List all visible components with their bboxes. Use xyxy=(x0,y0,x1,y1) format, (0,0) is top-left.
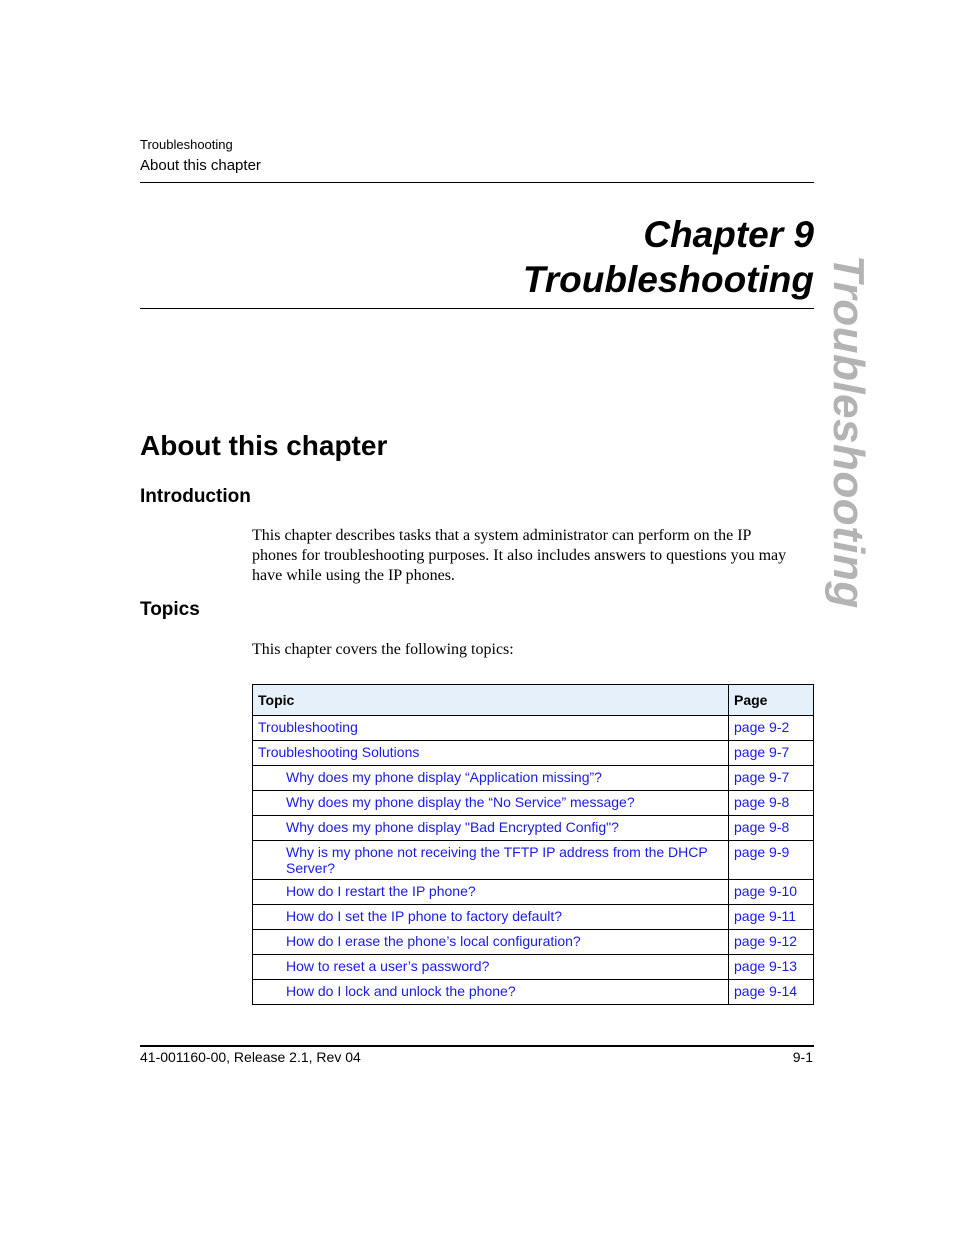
table-row xyxy=(253,905,814,930)
table-row xyxy=(253,841,814,880)
side-tab-label: Troubleshooting xyxy=(824,255,873,609)
running-header-section: Troubleshooting xyxy=(140,137,233,152)
table-row xyxy=(253,955,814,980)
page-link[interactable]: page 9-13 xyxy=(729,955,814,980)
topic-link[interactable]: How to reset a user’s password? xyxy=(253,955,729,980)
topic-link[interactable]: How do I erase the phone’s local configuration? xyxy=(253,930,729,955)
topic-link[interactable]: Why does my phone display "Bad Encrypted Config"? xyxy=(253,816,729,841)
table-row xyxy=(253,980,814,1005)
table-row xyxy=(253,880,814,905)
page-link[interactable]: page 9-9 xyxy=(729,841,814,880)
section-heading: About this chapter xyxy=(140,430,388,461)
table-header-row xyxy=(253,685,814,716)
page-link[interactable]: page 9-14 xyxy=(729,980,814,1005)
title-rule xyxy=(140,308,814,309)
topic-link[interactable]: Why is my phone not receiving the TFTP IP address from the DHCP Server? xyxy=(253,841,729,880)
page-link[interactable]: page 9-8 xyxy=(729,816,814,841)
footer-rule xyxy=(140,1045,814,1047)
header-rule xyxy=(140,182,814,183)
topic-link[interactable]: Why does my phone display “Application missing”? xyxy=(253,766,729,791)
table-row xyxy=(253,791,814,816)
footer-doc-id: 41-001160-00, Release 2.1, Rev 04 xyxy=(140,1049,361,1065)
topic-link[interactable]: Why does my phone display the “No Service” message? xyxy=(253,791,729,816)
topic-link[interactable]: How do I restart the IP phone? xyxy=(253,880,729,905)
table-row xyxy=(253,716,814,741)
page-link[interactable]: page 9-10 xyxy=(729,880,814,905)
column-header-topic: Topic xyxy=(253,685,729,716)
page-link[interactable]: page 9-7 xyxy=(729,766,814,791)
footer-page-number: 9-1 xyxy=(792,1049,813,1065)
table-row xyxy=(253,930,814,955)
running-header-subsection: About this chapter xyxy=(140,157,261,174)
introduction-heading: Introduction xyxy=(140,486,251,507)
page-link[interactable]: page 9-12 xyxy=(729,930,814,955)
topics-heading: Topics xyxy=(140,599,200,620)
column-header-page: Page xyxy=(729,685,814,716)
page-link[interactable]: page 9-11 xyxy=(729,905,814,930)
topics-table xyxy=(252,684,814,1005)
page-link[interactable]: page 9-2 xyxy=(729,716,814,741)
topic-link[interactable]: How do I set the IP phone to factory default? xyxy=(253,905,729,930)
chapter-name: Troubleshooting xyxy=(522,259,814,300)
chapter-title xyxy=(523,212,814,302)
topic-link[interactable]: Troubleshooting Solutions xyxy=(253,741,729,766)
page-link[interactable]: page 9-8 xyxy=(729,791,814,816)
table-row xyxy=(253,741,814,766)
table-row xyxy=(253,766,814,791)
page-link[interactable]: page 9-7 xyxy=(729,741,814,766)
topic-link[interactable]: Troubleshooting xyxy=(253,716,729,741)
topics-intro-text: This chapter covers the following topics: xyxy=(252,641,514,658)
introduction-text: This chapter describes tasks that a system administrator can perform on the IP phones for troubleshooting purposes. It also includes answers to questions you may have while using the IP phones. xyxy=(252,527,787,584)
table-row xyxy=(253,816,814,841)
topic-link[interactable]: How do I lock and unlock the phone? xyxy=(253,980,729,1005)
chapter-number: Chapter 9 xyxy=(643,214,814,255)
